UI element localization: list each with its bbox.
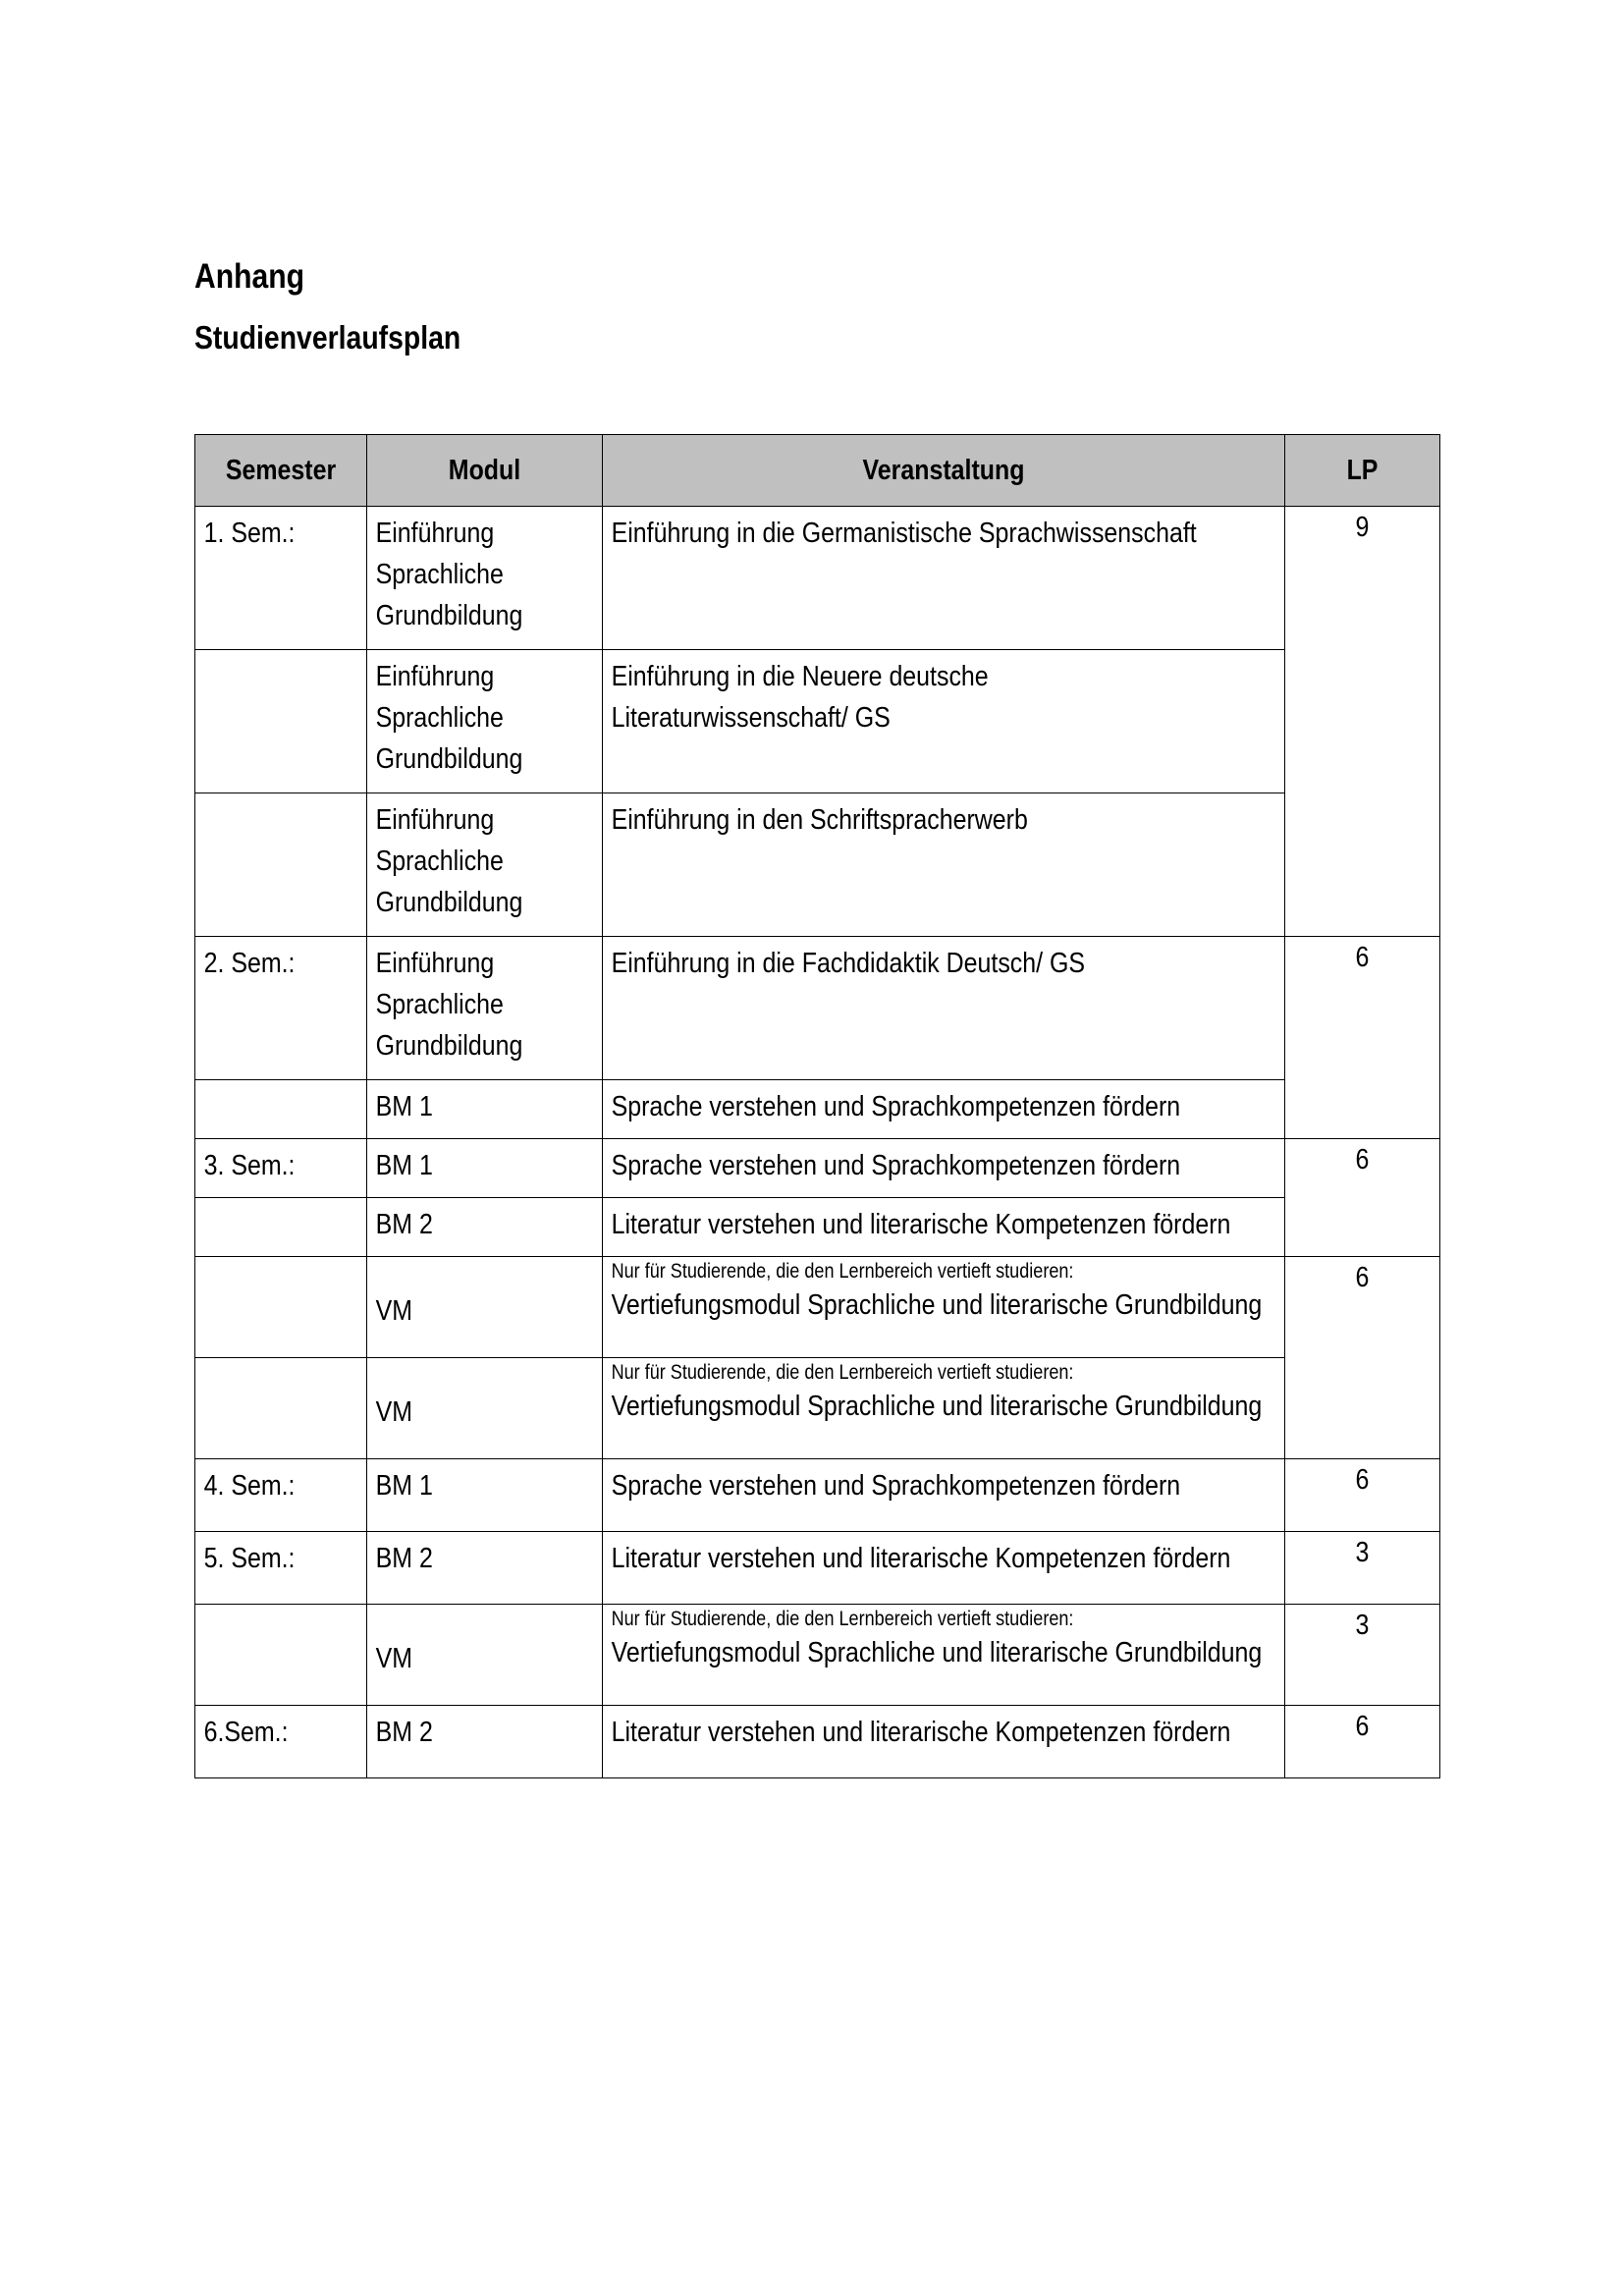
modul-cell: Einführung Sprachliche Grundbildung xyxy=(367,507,603,650)
table-row xyxy=(195,1532,1440,1605)
veranstaltung-cell: Sprache verstehen und Sprachkompetenzen fördern xyxy=(603,1139,1285,1198)
modul-cell: BM 1 xyxy=(367,1459,603,1532)
semester-cell: 6.Sem.: xyxy=(195,1706,367,1778)
semester-cell xyxy=(195,650,367,793)
table-row xyxy=(195,1358,1440,1459)
note-text: Nur für Studierende, die den Lernbereich vertieft studieren: xyxy=(611,1361,1074,1384)
header-semester: Semester xyxy=(195,435,367,507)
modul-cell: BM 2 xyxy=(367,1532,603,1605)
header-lp: LP xyxy=(1285,435,1440,507)
modul-cell: VM xyxy=(367,1605,603,1706)
table-row xyxy=(195,1459,1440,1532)
modul-cell: VM xyxy=(367,1257,603,1358)
semester-cell xyxy=(195,1080,367,1139)
lp-cell: 6 xyxy=(1285,1257,1440,1459)
table-row xyxy=(195,507,1440,650)
veranstaltung-cell: Einführung in die Neuere deutsche Literaturwissenschaft/ GS xyxy=(603,650,1285,793)
modul-cell: BM 2 xyxy=(367,1706,603,1778)
semester-cell xyxy=(195,1605,367,1706)
veranstaltung-cell: Nur für Studierende, die den Lernbereich vertieft studieren: Vertiefungsmodul Sprachliche und literarische Grundbildung xyxy=(603,1358,1285,1459)
table-row xyxy=(195,1257,1440,1358)
lp-cell: 6 xyxy=(1285,1459,1440,1532)
lp-cell: 6 xyxy=(1285,937,1440,1139)
modul-cell: VM xyxy=(367,1358,603,1459)
study-plan-table xyxy=(194,434,1440,1778)
table-row xyxy=(195,1605,1440,1706)
page-subheading: Studienverlaufsplan xyxy=(194,319,461,355)
veranstaltung-cell: Einführung in die Germanistische Sprachwissenschaft xyxy=(603,507,1285,650)
table-row xyxy=(195,1080,1440,1139)
modul-cell: BM 1 xyxy=(367,1080,603,1139)
lp-cell: 9 xyxy=(1285,507,1440,937)
semester-cell: 4. Sem.: xyxy=(195,1459,367,1532)
veranstaltung-cell: Sprache verstehen und Sprachkompetenzen fördern xyxy=(603,1459,1285,1532)
note-text: Nur für Studierende, die den Lernbereich vertieft studieren: xyxy=(611,1260,1074,1283)
lp-cell: 6 xyxy=(1285,1706,1440,1778)
table-row xyxy=(195,1139,1440,1198)
veranstaltung-cell: Nur für Studierende, die den Lernbereich vertieft studieren: Vertiefungsmodul Sprachliche und literarische Grundbildung xyxy=(603,1257,1285,1358)
veranstaltung-cell: Literatur verstehen und literarische Kompetenzen fördern xyxy=(603,1198,1285,1257)
table-row xyxy=(195,937,1440,1080)
veranstaltung-cell: Nur für Studierende, die den Lernbereich vertieft studieren: Vertiefungsmodul Sprachliche und literarische Grundbildung xyxy=(603,1605,1285,1706)
table-row xyxy=(195,793,1440,937)
veranstaltung-cell: Literatur verstehen und literarische Kompetenzen fördern xyxy=(603,1532,1285,1605)
veranstaltung-cell: Einführung in die Fachdidaktik Deutsch/ GS xyxy=(603,937,1285,1080)
page-heading: Anhang xyxy=(194,257,305,296)
semester-cell: 3. Sem.: xyxy=(195,1139,367,1198)
semester-cell xyxy=(195,1358,367,1459)
table-header-row xyxy=(195,435,1440,507)
table-row xyxy=(195,650,1440,793)
semester-cell xyxy=(195,1198,367,1257)
semester-cell: 2. Sem.: xyxy=(195,937,367,1080)
lp-cell: 3 xyxy=(1285,1532,1440,1605)
header-modul: Modul xyxy=(367,435,603,507)
modul-cell: Einführung Sprachliche Grundbildung xyxy=(367,793,603,937)
modul-cell: BM 2 xyxy=(367,1198,603,1257)
table-row xyxy=(195,1706,1440,1778)
lp-cell: 6 xyxy=(1285,1139,1440,1257)
modul-cell: Einführung Sprachliche Grundbildung xyxy=(367,650,603,793)
semester-cell xyxy=(195,1257,367,1358)
semester-cell xyxy=(195,793,367,937)
note-text: Nur für Studierende, die den Lernbereich vertieft studieren: xyxy=(611,1608,1074,1630)
modul-cell: BM 1 xyxy=(367,1139,603,1198)
veranstaltung-cell: Literatur verstehen und literarische Kompetenzen fördern xyxy=(603,1706,1285,1778)
modul-cell: Einführung Sprachliche Grundbildung xyxy=(367,937,603,1080)
veranstaltung-cell: Sprache verstehen und Sprachkompetenzen fördern xyxy=(603,1080,1285,1139)
table-row xyxy=(195,1198,1440,1257)
lp-cell: 3 xyxy=(1285,1605,1440,1706)
semester-cell: 5. Sem.: xyxy=(195,1532,367,1605)
header-veranstaltung: Veranstaltung xyxy=(603,435,1285,507)
veranstaltung-cell: Einführung in den Schriftspracherwerb xyxy=(603,793,1285,937)
semester-cell: 1. Sem.: xyxy=(195,507,367,650)
